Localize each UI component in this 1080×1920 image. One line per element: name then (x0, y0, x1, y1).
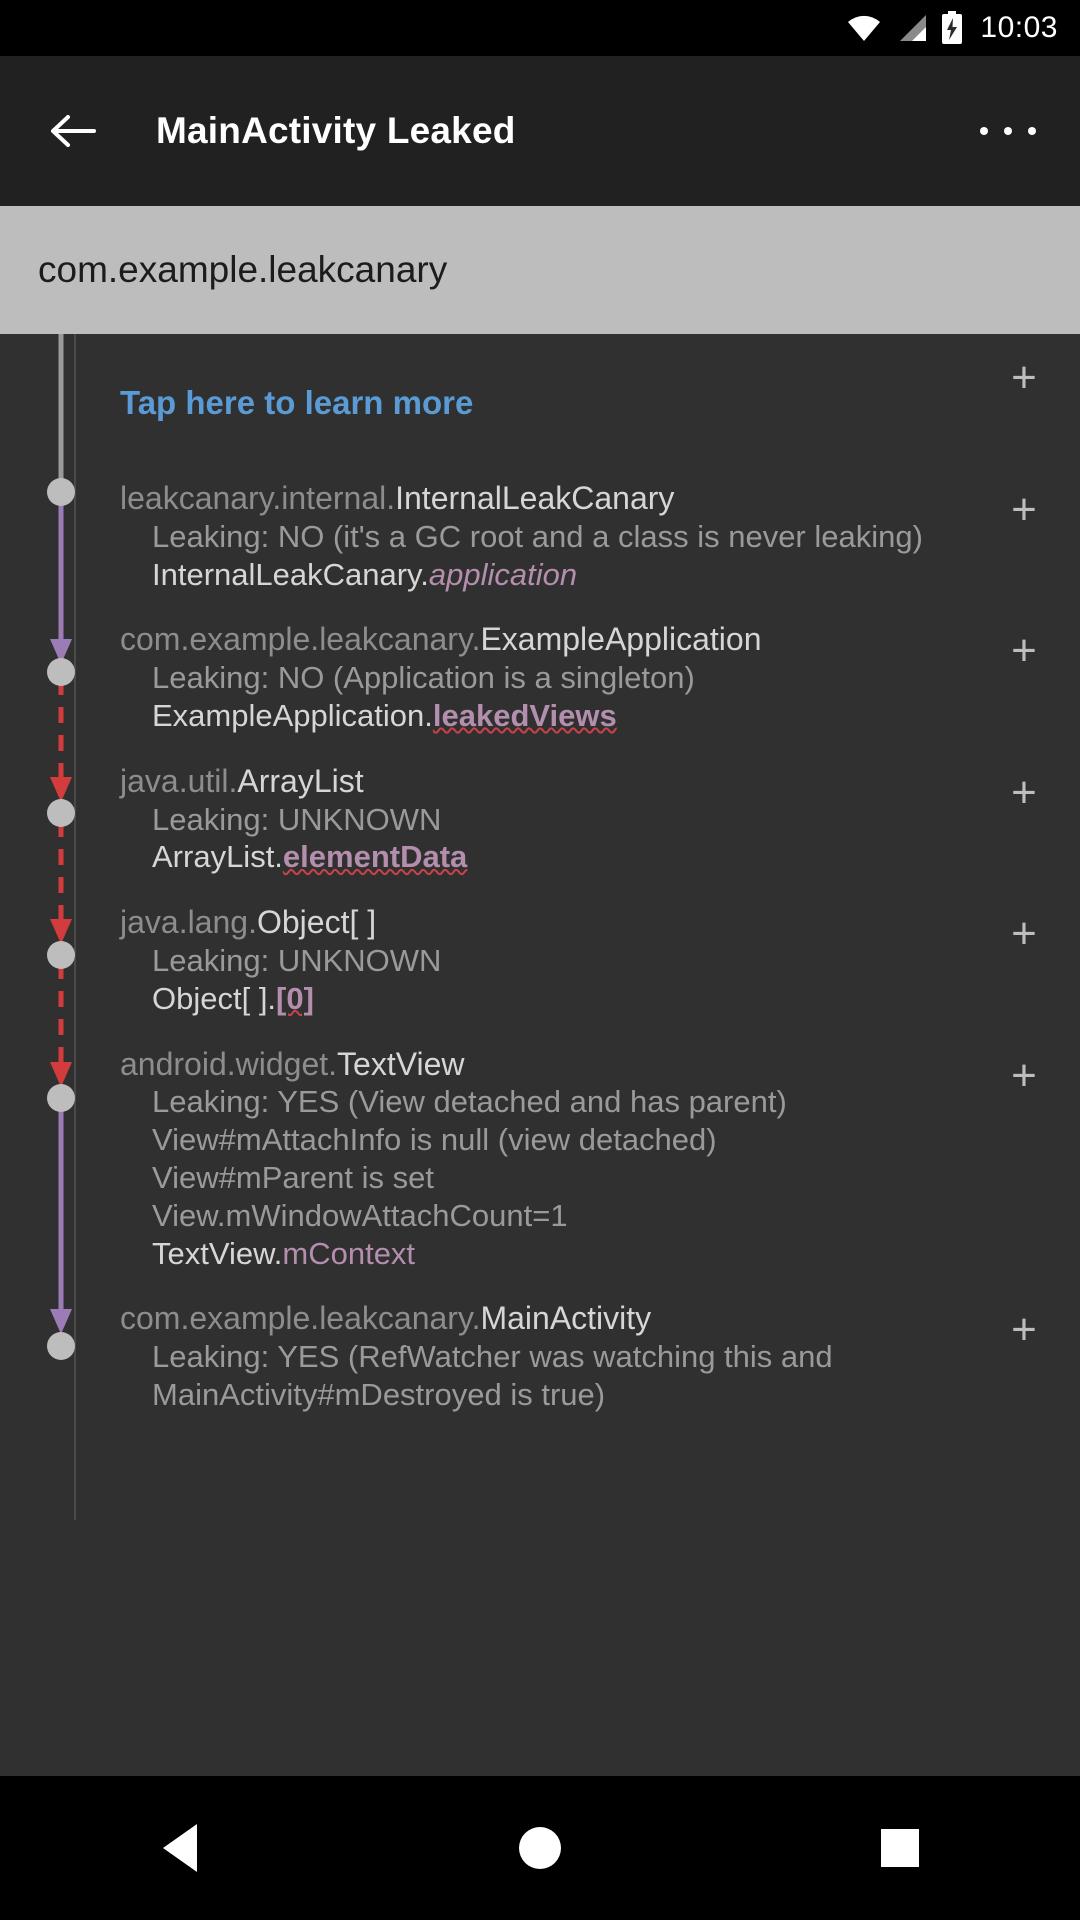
nav-recents-icon[interactable] (840, 1788, 960, 1908)
expand-icon[interactable]: + (1011, 1305, 1037, 1355)
class-name: java.util.ArrayList (120, 762, 364, 799)
battery-charging-icon (940, 11, 964, 45)
leak-detail: Leaking: YES (View detached and has parent) (152, 1084, 787, 1120)
expand-icon[interactable]: + (1011, 485, 1037, 534)
expand-icon[interactable]: + (1011, 909, 1037, 959)
reference-line: InternalLeakCanary.application (152, 556, 578, 592)
leak-trace-list[interactable] (0, 334, 1080, 1520)
expand-icon[interactable]: + (1011, 1050, 1037, 1100)
reference-line: TextView.mContext (152, 1235, 416, 1271)
class-name: android.widget.TextView (120, 1045, 465, 1082)
list-item[interactable] (0, 607, 1080, 748)
list-item[interactable] (0, 749, 1080, 890)
package-name: com.example.leakcanary (38, 249, 448, 290)
overflow-menu-icon[interactable] (972, 95, 1044, 167)
leak-detail: View.mWindowAttachCount=1 (152, 1197, 568, 1233)
status-time: 10:03 (980, 11, 1058, 44)
leak-detail: Leaking: UNKNOWN (152, 801, 442, 837)
list-item[interactable] (0, 890, 1080, 1031)
wifi-icon (846, 13, 882, 43)
list-item[interactable] (0, 466, 1080, 607)
leak-detail: Leaking: UNKNOWN (152, 942, 442, 978)
expand-icon[interactable]: + (1011, 626, 1037, 676)
app-bar (0, 56, 1080, 206)
nav-home-icon[interactable] (480, 1788, 600, 1908)
list-item[interactable] (0, 1286, 1080, 1427)
class-name: com.example.leakcanary.ExampleApplication (120, 621, 762, 658)
learn-more-link[interactable]: Tap here to learn more (120, 384, 474, 421)
list-item[interactable] (0, 1032, 1080, 1287)
reference-line: Object[ ].[0] (152, 980, 314, 1016)
package-bar (0, 206, 1080, 334)
expand-icon[interactable]: + (1011, 353, 1037, 402)
nav-back-icon[interactable] (120, 1788, 240, 1908)
class-name: leakcanary.internal.InternalLeakCanary (120, 480, 675, 516)
system-nav-bar (0, 1776, 1080, 1920)
page-title: MainActivity Leaked (156, 110, 516, 151)
status-bar (0, 0, 1080, 56)
reference-line: ExampleApplication.leakedViews (152, 697, 617, 733)
leak-detail: Leaking: NO (it's a GC root and a class is never leaking) (152, 518, 923, 554)
class-name: com.example.leakcanary.MainActivity (120, 1300, 652, 1337)
leak-detail: Leaking: NO (Application is a singleton) (152, 660, 695, 696)
back-arrow-icon[interactable] (36, 95, 108, 167)
class-name: java.lang.Object[ ] (120, 904, 377, 941)
reference-line: ArrayList.elementData (152, 839, 468, 875)
leak-detail: Leaking: YES (RefWatcher was watching this and MainActivity#mDestroyed is true) (152, 1339, 833, 1412)
signal-icon (894, 13, 928, 43)
expand-icon[interactable]: + (1011, 767, 1037, 817)
learn-more-row[interactable] (0, 334, 1080, 466)
leak-detail: View#mAttachInfo is null (view detached) (152, 1122, 717, 1158)
leak-detail: View#mParent is set (152, 1159, 434, 1195)
